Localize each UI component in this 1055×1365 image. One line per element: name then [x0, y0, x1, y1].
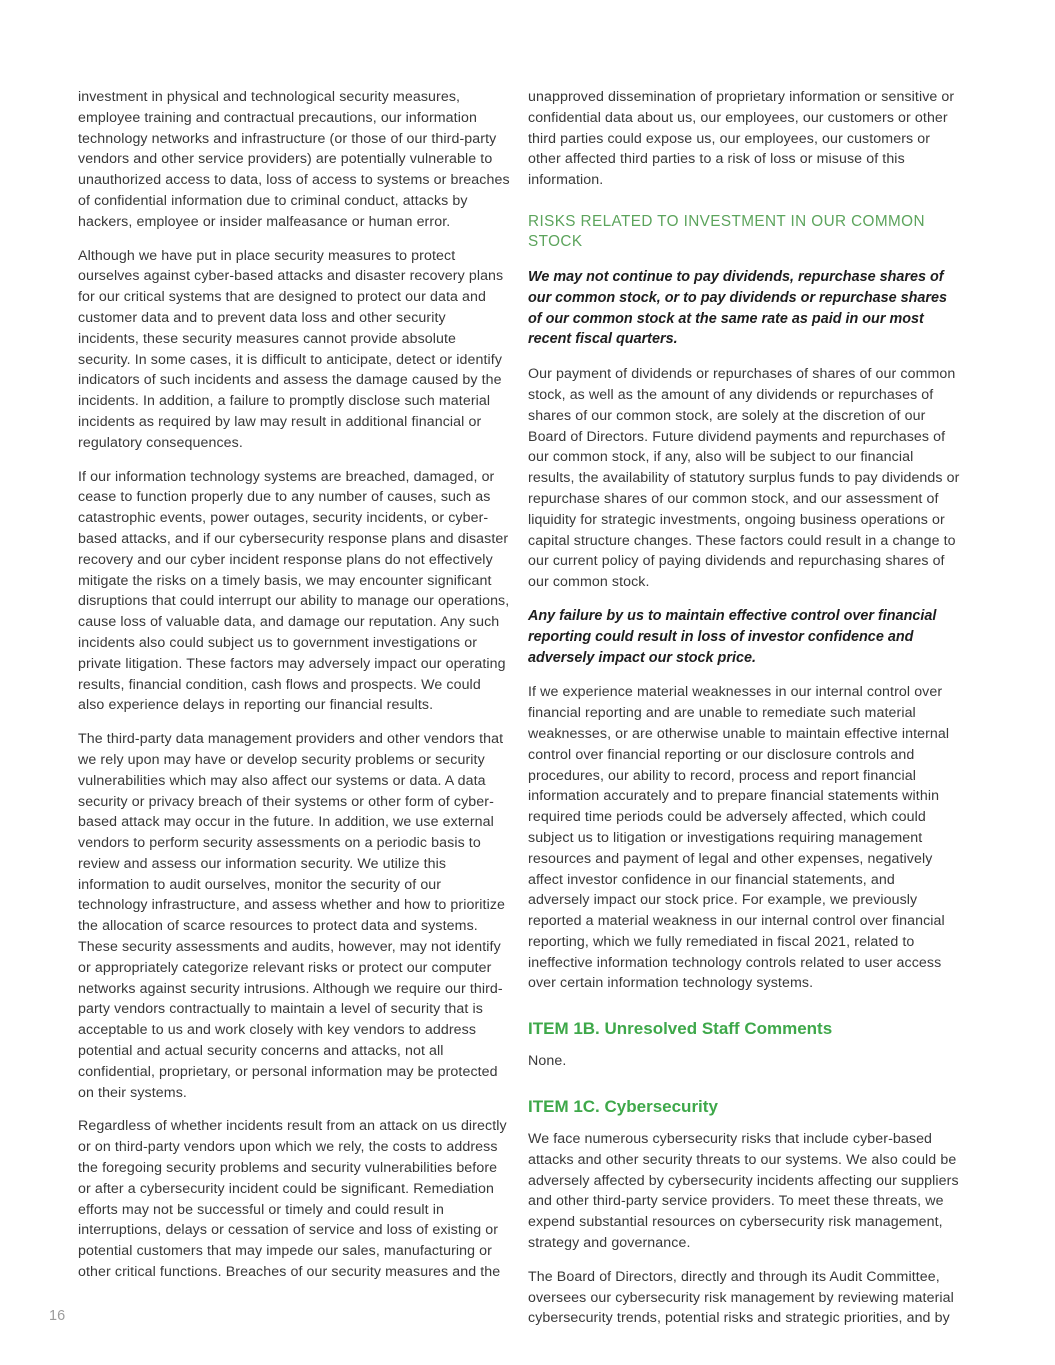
- item-heading-1c-cybersecurity: ITEM 1C. Cybersecurity: [528, 1097, 718, 1117]
- left-column: [78, 87, 510, 1296]
- paragraph-regardless-incidents: Regardless of whether incidents result from an attack on us directly or on third-party vendors upon which we rely, the costs to address the foregoing security problems and security vulnerabilities before or after a cybersecurity incident could be significant. Remediation efforts may not be successful or timely and could result in interruptions, delays or cessation of service and loss of existing or potential customers that may impede our sales, manufacturing or other critical functions. Breaches of our security measures and the: [78, 1118, 507, 1281]
- paragraph-material-weaknesses: If we experience material weaknesses in our internal control over financial reporting and are unable to remediate such material weaknesses, or are otherwise unable to maintain effective internal control over financial reporting or our disclosure controls and procedures, our ability to record, process and report financial information accurately and to prepare financial statements within required time periods could be adversely affected, which could subject us to litigation or investigations requiring management resources and payment of legal and other expenses, negatively affect investor confidence in our financial statements, and adversely impact our stock price. For example, we previously reported a material weakness in our internal control over financial reporting, which we fully remediated in fiscal 2021, related to ineffective information technology controls related to user access over certain information technology systems.: [528, 684, 950, 992]
- paragraph-security-measures: investment in physical and technological security measures, employee training and contractual precautions, our information technology networks and infrastructure (or those of our third-party vendors and other service providers) are potentially vulnerable to unauthorized access to data, loss of access to systems or breaches of confidential information due to criminal conduct, attacks by hackers, employee or insider malfeasance or human error.: [78, 89, 510, 230]
- paragraph-although-measures: Although we have put in place security measures to protect ourselves against cyber-based attacks and disaster recovery plans for our critical systems that are designed to protect our data and customer data and to prevent data loss and other security incidents, these security measures cannot provide absolute security. In some cases, it is difficult to anticipate, detect or identify indicators of such incidents and assess the damage caused by the incidents. In addition, a failure to promptly disclose such material incidents as required by law may result in additional financial or regulatory consequences.: [78, 247, 504, 451]
- paragraph-third-party-providers: The third-party data management providers and other vendors that we rely upon may have or develop security problems or security vulnerabilities which may also affect our systems or data. A data security or privacy breach of their systems or other form of cyber-based attack may occur in the future. In addition, we use external vendors to perform security assessments on a periodic basis to review and assess our information security. We utilize this information to audit ourselves, monitor the security of our technology infrastructure, and assess whether and how to prioritize the allocation of scarce resources to protect data and systems. These security assessments and audits, however, may not identify or appropriately categorize relevant risks or protect our computer networks against security intrusions. Although we require our third-party vendors contractually to maintain a level of security that is acceptable to us and work closely with key vendors to address potential and actual security concerns and attacks, not all confidential, proprietary, or personal information may be protected on their systems.: [78, 731, 506, 1101]
- paragraph-dividend-payment: Our payment of dividends or repurchases of shares of our common stock, as well as the amount of any dividends or repurchases of shares of our common stock, are solely at the discretion of our Board of Directors. Future dividend payments and repurchases of our common stock, if any, also will be subject to our financial results, the availability of statutory surplus funds to pay dividends or repurchase shares of our common stock, and our assessment of liquidity for strategic investments, ongoing business operations or capital structure changes. These factors could result in a change to our current policy of paying dividends and repurchasing shares of our common stock.: [528, 366, 960, 591]
- paragraph-unapproved-dissemination: unapproved dissemination of proprietary information or sensitive or confidential data about us, our employees, our customers or other third parties could expose us, our employees, our customers or other affected third parties to a risk of loss or misuse of this information.: [528, 89, 955, 189]
- item-heading-1b-unresolved-staff-comments: ITEM 1B. Unresolved Staff Comments: [528, 1019, 833, 1039]
- page-number: 16: [49, 1308, 66, 1324]
- right-column: [528, 87, 960, 1342]
- section-heading-risks-common-stock: RISKS RELATED TO INVESTMENT IN OUR COMMON STOCK: [528, 212, 925, 250]
- paragraph-board-oversight: The Board of Directors, directly and through its Audit Committee, oversees our cybersecurity risk management by reviewing material cybersecurity trends, potential risks and strategic priorities, and by: [528, 1268, 954, 1327]
- paragraph-none: None.: [528, 1053, 567, 1070]
- paragraph-it-systems-breached: If our information technology systems are breached, damaged, or cease to function properly due to any number of causes, such as catastrophic events, power outages, security incidents, or cyber-based attacks, and if our cybersecurity response plans and disaster recovery and our cyber incident response plans do not effectively mitigate the risks on a timely basis, we may encounter significant disruptions that could interrupt our ability to manage our operations, cause loss of valuable data, and damage our reputation. Any such incidents also could subject us to government investigations or private litigation. These factors may adversely impact our operating results, financial condition, cash flows and prospects. We could also experience delays in reporting our financial results.: [78, 468, 510, 714]
- risk-heading-financial-control: Any failure by us to maintain effective control over financial reporting could result in loss of investor confidence and adversely impact our stock price.: [528, 607, 937, 666]
- risk-heading-dividends: We may not continue to pay dividends, repurchase shares of our common stock, or to pay dividends or repurchase shares of our common stock at the same rate as paid in our most recent fiscal quarters.: [528, 268, 948, 348]
- paragraph-cybersecurity-risks: We face numerous cybersecurity risks that include cyber-based attacks and other security threats to our systems. We also could be adversely affected by cybersecurity incidents affecting our suppliers and other third-party service providers. To meet these threats, we expend substantial resources on cybersecurity risk management, strategy and governance.: [528, 1131, 959, 1252]
